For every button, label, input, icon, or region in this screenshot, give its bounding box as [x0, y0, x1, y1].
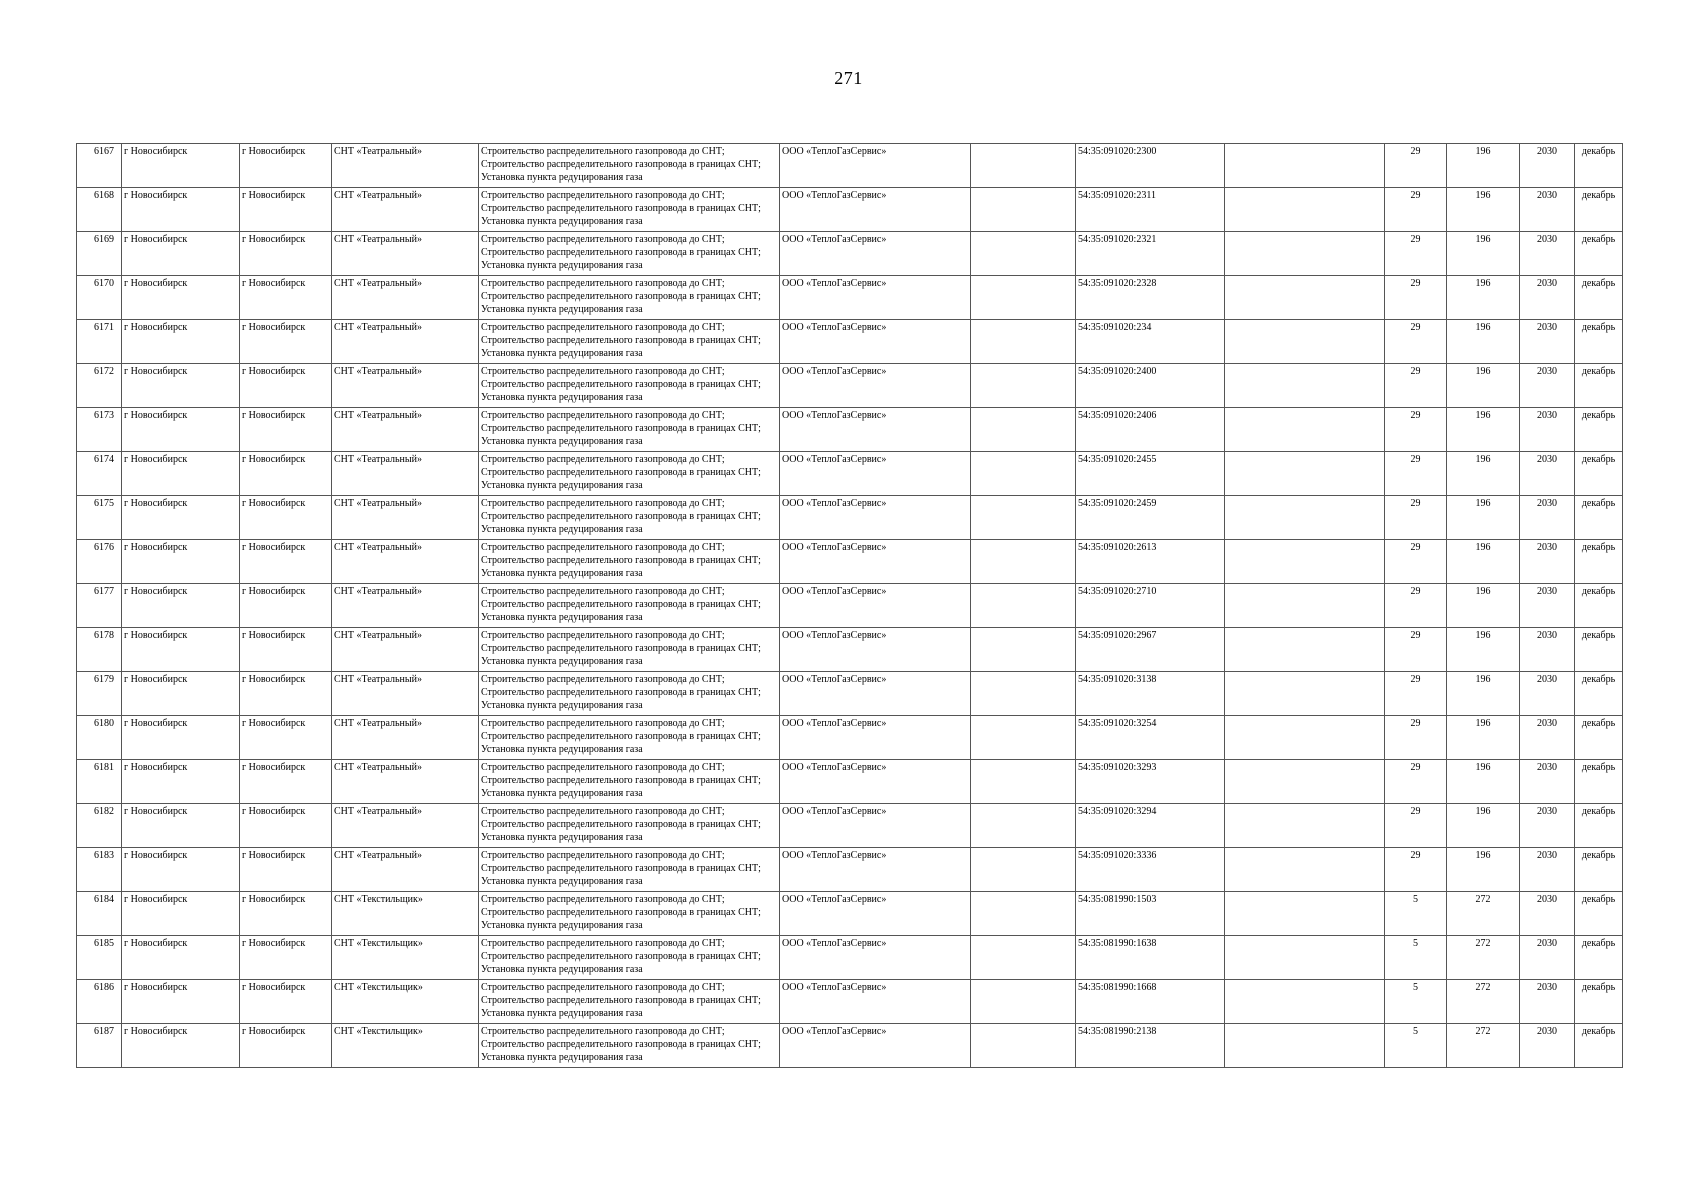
cadastral-number-cell: 54:35:091020:2406 — [1076, 408, 1225, 452]
empty-cell — [971, 144, 1076, 188]
quantity-cell: 29 — [1385, 320, 1447, 364]
works-description-cell: Строительство распределительного газопровода до СНТ; Строительство распределительного газопровода в границах СНТ; Установка пункта редуцирования газа — [479, 364, 780, 408]
table-row — [77, 144, 1623, 188]
table-row — [77, 540, 1623, 584]
object-name-cell: СНТ «Театральный» — [332, 408, 479, 452]
operator-cell: ООО «ТеплоГазСервис» — [780, 892, 971, 936]
object-name-cell: СНТ «Театральный» — [332, 540, 479, 584]
operator-cell: ООО «ТеплоГазСервис» — [780, 716, 971, 760]
district-cell: г Новосибирск — [122, 188, 240, 232]
operator-cell: ООО «ТеплоГазСервис» — [780, 760, 971, 804]
quantity-cell: 29 — [1385, 540, 1447, 584]
year-cell: 2030 — [1520, 980, 1575, 1024]
length-cell: 196 — [1447, 848, 1520, 892]
works-description-cell: Строительство распределительного газопровода до СНТ; Строительство распределительного газопровода в границах СНТ; Установка пункта редуцирования газа — [479, 1024, 780, 1068]
row-number-cell: 6186 — [77, 980, 122, 1024]
settlement-cell: г Новосибирск — [240, 936, 332, 980]
quantity-cell: 29 — [1385, 188, 1447, 232]
row-number-cell: 6181 — [77, 760, 122, 804]
quantity-cell: 29 — [1385, 760, 1447, 804]
quantity-cell: 29 — [1385, 716, 1447, 760]
cadastral-number-cell: 54:35:091020:3336 — [1076, 848, 1225, 892]
object-name-cell: СНТ «Театральный» — [332, 232, 479, 276]
district-cell: г Новосибирск — [122, 848, 240, 892]
month-cell: декабрь — [1575, 980, 1623, 1024]
settlement-cell: г Новосибирск — [240, 804, 332, 848]
row-number-cell: 6182 — [77, 804, 122, 848]
empty-cell — [1225, 144, 1385, 188]
year-cell: 2030 — [1520, 144, 1575, 188]
month-cell: декабрь — [1575, 892, 1623, 936]
district-cell: г Новосибирск — [122, 320, 240, 364]
length-cell: 196 — [1447, 188, 1520, 232]
month-cell: декабрь — [1575, 716, 1623, 760]
district-cell: г Новосибирск — [122, 804, 240, 848]
length-cell: 272 — [1447, 892, 1520, 936]
district-cell: г Новосибирск — [122, 496, 240, 540]
operator-cell: ООО «ТеплоГазСервис» — [780, 320, 971, 364]
object-name-cell: СНТ «Театральный» — [332, 276, 479, 320]
operator-cell: ООО «ТеплоГазСервис» — [780, 936, 971, 980]
table-row — [77, 672, 1623, 716]
object-name-cell: СНТ «Текстильщик» — [332, 892, 479, 936]
length-cell: 272 — [1447, 1024, 1520, 1068]
row-number-cell: 6179 — [77, 672, 122, 716]
empty-cell — [971, 892, 1076, 936]
page-number: 271 — [834, 68, 863, 88]
cadastral-number-cell: 54:35:081990:1503 — [1076, 892, 1225, 936]
cadastral-number-cell: 54:35:091020:2710 — [1076, 584, 1225, 628]
operator-cell: ООО «ТеплоГазСервис» — [780, 628, 971, 672]
operator-cell: ООО «ТеплоГазСервис» — [780, 188, 971, 232]
operator-cell: ООО «ТеплоГазСервис» — [780, 980, 971, 1024]
district-cell: г Новосибирск — [122, 980, 240, 1024]
month-cell: декабрь — [1575, 188, 1623, 232]
table-row — [77, 364, 1623, 408]
row-number-cell: 6180 — [77, 716, 122, 760]
object-name-cell: СНТ «Театральный» — [332, 584, 479, 628]
empty-cell — [971, 936, 1076, 980]
cadastral-number-cell: 54:35:091020:3254 — [1076, 716, 1225, 760]
empty-cell — [1225, 452, 1385, 496]
empty-cell — [971, 452, 1076, 496]
year-cell: 2030 — [1520, 320, 1575, 364]
settlement-cell: г Новосибирск — [240, 848, 332, 892]
empty-cell — [971, 188, 1076, 232]
object-name-cell: СНТ «Театральный» — [332, 320, 479, 364]
year-cell: 2030 — [1520, 408, 1575, 452]
empty-cell — [971, 672, 1076, 716]
year-cell: 2030 — [1520, 848, 1575, 892]
table-row — [77, 188, 1623, 232]
settlement-cell: г Новосибирск — [240, 276, 332, 320]
operator-cell: ООО «ТеплоГазСервис» — [780, 276, 971, 320]
quantity-cell: 5 — [1385, 980, 1447, 1024]
settlement-cell: г Новосибирск — [240, 672, 332, 716]
district-cell: г Новосибирск — [122, 760, 240, 804]
table-row — [77, 628, 1623, 672]
row-number-cell: 6183 — [77, 848, 122, 892]
row-number-cell: 6169 — [77, 232, 122, 276]
row-number-cell: 6185 — [77, 936, 122, 980]
length-cell: 196 — [1447, 672, 1520, 716]
quantity-cell: 29 — [1385, 232, 1447, 276]
cadastral-number-cell: 54:35:091020:234 — [1076, 320, 1225, 364]
district-cell: г Новосибирск — [122, 276, 240, 320]
year-cell: 2030 — [1520, 188, 1575, 232]
empty-cell — [1225, 540, 1385, 584]
year-cell: 2030 — [1520, 540, 1575, 584]
row-number-cell: 6173 — [77, 408, 122, 452]
cadastral-number-cell: 54:35:081990:2138 — [1076, 1024, 1225, 1068]
table-row — [77, 892, 1623, 936]
quantity-cell: 29 — [1385, 408, 1447, 452]
cadastral-number-cell: 54:35:091020:2967 — [1076, 628, 1225, 672]
empty-cell — [971, 364, 1076, 408]
object-name-cell: СНТ «Театральный» — [332, 804, 479, 848]
empty-cell — [1225, 628, 1385, 672]
month-cell: декабрь — [1575, 628, 1623, 672]
cadastral-number-cell: 54:35:091020:2300 — [1076, 144, 1225, 188]
empty-cell — [1225, 936, 1385, 980]
cadastral-number-cell: 54:35:081990:1668 — [1076, 980, 1225, 1024]
district-cell: г Новосибирск — [122, 672, 240, 716]
district-cell: г Новосибирск — [122, 716, 240, 760]
empty-cell — [971, 320, 1076, 364]
year-cell: 2030 — [1520, 1024, 1575, 1068]
length-cell: 196 — [1447, 320, 1520, 364]
month-cell: декабрь — [1575, 496, 1623, 540]
object-name-cell: СНТ «Театральный» — [332, 716, 479, 760]
quantity-cell: 29 — [1385, 628, 1447, 672]
works-description-cell: Строительство распределительного газопровода до СНТ; Строительство распределительного газопровода в границах СНТ; Установка пункта редуцирования газа — [479, 628, 780, 672]
cadastral-number-cell: 54:35:091020:2459 — [1076, 496, 1225, 540]
cadastral-number-cell: 54:35:091020:3293 — [1076, 760, 1225, 804]
settlement-cell: г Новосибирск — [240, 320, 332, 364]
table-row — [77, 276, 1623, 320]
length-cell: 196 — [1447, 364, 1520, 408]
district-cell: г Новосибирск — [122, 364, 240, 408]
district-cell: г Новосибирск — [122, 144, 240, 188]
object-name-cell: СНТ «Театральный» — [332, 144, 479, 188]
works-description-cell: Строительство распределительного газопровода до СНТ; Строительство распределительного газопровода в границах СНТ; Установка пункта редуцирования газа — [479, 320, 780, 364]
empty-cell — [1225, 232, 1385, 276]
month-cell: декабрь — [1575, 1024, 1623, 1068]
month-cell: декабрь — [1575, 232, 1623, 276]
operator-cell: ООО «ТеплоГазСервис» — [780, 672, 971, 716]
cadastral-number-cell: 54:35:091020:2311 — [1076, 188, 1225, 232]
length-cell: 196 — [1447, 276, 1520, 320]
works-description-cell: Строительство распределительного газопровода до СНТ; Строительство распределительного газопровода в границах СНТ; Установка пункта редуцирования газа — [479, 584, 780, 628]
length-cell: 272 — [1447, 980, 1520, 1024]
table-row — [77, 408, 1623, 452]
month-cell: декабрь — [1575, 144, 1623, 188]
year-cell: 2030 — [1520, 628, 1575, 672]
month-cell: декабрь — [1575, 584, 1623, 628]
settlement-cell: г Новосибирск — [240, 760, 332, 804]
month-cell: декабрь — [1575, 540, 1623, 584]
works-description-cell: Строительство распределительного газопровода до СНТ; Строительство распределительного газопровода в границах СНТ; Установка пункта редуцирования газа — [479, 540, 780, 584]
quantity-cell: 29 — [1385, 672, 1447, 716]
empty-cell — [1225, 496, 1385, 540]
empty-cell — [971, 408, 1076, 452]
works-description-cell: Строительство распределительного газопровода до СНТ; Строительство распределительного газопровода в границах СНТ; Установка пункта редуцирования газа — [479, 452, 780, 496]
operator-cell: ООО «ТеплоГазСервис» — [780, 364, 971, 408]
table-body — [77, 144, 1623, 1068]
empty-cell — [1225, 364, 1385, 408]
table-row — [77, 320, 1623, 364]
settlement-cell: г Новосибирск — [240, 540, 332, 584]
cadastral-number-cell: 54:35:091020:2613 — [1076, 540, 1225, 584]
table-row — [77, 496, 1623, 540]
year-cell: 2030 — [1520, 892, 1575, 936]
table-row — [77, 760, 1623, 804]
table-row — [77, 936, 1623, 980]
table-row — [77, 584, 1623, 628]
empty-cell — [971, 716, 1076, 760]
quantity-cell: 5 — [1385, 892, 1447, 936]
empty-cell — [1225, 1024, 1385, 1068]
row-number-cell: 6168 — [77, 188, 122, 232]
length-cell: 272 — [1447, 936, 1520, 980]
row-number-cell: 6177 — [77, 584, 122, 628]
row-number-cell: 6172 — [77, 364, 122, 408]
quantity-cell: 29 — [1385, 804, 1447, 848]
works-description-cell: Строительство распределительного газопровода до СНТ; Строительство распределительного газопровода в границах СНТ; Установка пункта редуцирования газа — [479, 804, 780, 848]
operator-cell: ООО «ТеплоГазСервис» — [780, 848, 971, 892]
quantity-cell: 29 — [1385, 144, 1447, 188]
empty-cell — [971, 276, 1076, 320]
length-cell: 196 — [1447, 760, 1520, 804]
district-cell: г Новосибирск — [122, 408, 240, 452]
settlement-cell: г Новосибирск — [240, 716, 332, 760]
empty-cell — [1225, 320, 1385, 364]
month-cell: декабрь — [1575, 452, 1623, 496]
works-description-cell: Строительство распределительного газопровода до СНТ; Строительство распределительного газопровода в границах СНТ; Установка пункта редуцирования газа — [479, 672, 780, 716]
month-cell: декабрь — [1575, 760, 1623, 804]
year-cell: 2030 — [1520, 716, 1575, 760]
month-cell: декабрь — [1575, 672, 1623, 716]
empty-cell — [1225, 848, 1385, 892]
empty-cell — [1225, 760, 1385, 804]
settlement-cell: г Новосибирск — [240, 892, 332, 936]
year-cell: 2030 — [1520, 672, 1575, 716]
empty-cell — [1225, 716, 1385, 760]
gasification-register-table — [76, 143, 1623, 1068]
settlement-cell: г Новосибирск — [240, 1024, 332, 1068]
district-cell: г Новосибирск — [122, 628, 240, 672]
district-cell: г Новосибирск — [122, 232, 240, 276]
month-cell: декабрь — [1575, 320, 1623, 364]
quantity-cell: 29 — [1385, 848, 1447, 892]
empty-cell — [1225, 188, 1385, 232]
works-description-cell: Строительство распределительного газопровода до СНТ; Строительство распределительного газопровода в границах СНТ; Установка пункта редуцирования газа — [479, 276, 780, 320]
empty-cell — [971, 540, 1076, 584]
cadastral-number-cell: 54:35:091020:3294 — [1076, 804, 1225, 848]
object-name-cell: СНТ «Текстильщик» — [332, 980, 479, 1024]
month-cell: декабрь — [1575, 276, 1623, 320]
year-cell: 2030 — [1520, 936, 1575, 980]
month-cell: декабрь — [1575, 936, 1623, 980]
operator-cell: ООО «ТеплоГазСервис» — [780, 232, 971, 276]
year-cell: 2030 — [1520, 364, 1575, 408]
row-number-cell: 6176 — [77, 540, 122, 584]
operator-cell: ООО «ТеплоГазСервис» — [780, 540, 971, 584]
operator-cell: ООО «ТеплоГазСервис» — [780, 496, 971, 540]
length-cell: 196 — [1447, 144, 1520, 188]
length-cell: 196 — [1447, 496, 1520, 540]
length-cell: 196 — [1447, 804, 1520, 848]
length-cell: 196 — [1447, 716, 1520, 760]
month-cell: декабрь — [1575, 408, 1623, 452]
settlement-cell: г Новосибирск — [240, 628, 332, 672]
length-cell: 196 — [1447, 540, 1520, 584]
year-cell: 2030 — [1520, 496, 1575, 540]
works-description-cell: Строительство распределительного газопровода до СНТ; Строительство распределительного газопровода в границах СНТ; Установка пункта редуцирования газа — [479, 848, 780, 892]
object-name-cell: СНТ «Театральный» — [332, 760, 479, 804]
empty-cell — [971, 848, 1076, 892]
operator-cell: ООО «ТеплоГазСервис» — [780, 804, 971, 848]
operator-cell: ООО «ТеплоГазСервис» — [780, 1024, 971, 1068]
empty-cell — [1225, 804, 1385, 848]
year-cell: 2030 — [1520, 584, 1575, 628]
table-row — [77, 452, 1623, 496]
works-description-cell: Строительство распределительного газопровода до СНТ; Строительство распределительного газопровода в границах СНТ; Установка пункта редуцирования газа — [479, 760, 780, 804]
empty-cell — [1225, 672, 1385, 716]
month-cell: декабрь — [1575, 848, 1623, 892]
empty-cell — [971, 1024, 1076, 1068]
year-cell: 2030 — [1520, 276, 1575, 320]
works-description-cell: Строительство распределительного газопровода до СНТ; Строительство распределительного газопровода в границах СНТ; Установка пункта редуцирования газа — [479, 716, 780, 760]
year-cell: 2030 — [1520, 804, 1575, 848]
works-description-cell: Строительство распределительного газопровода до СНТ; Строительство распределительного газопровода в границах СНТ; Установка пункта редуцирования газа — [479, 408, 780, 452]
settlement-cell: г Новосибирск — [240, 408, 332, 452]
row-number-cell: 6170 — [77, 276, 122, 320]
works-description-cell: Строительство распределительного газопровода до СНТ; Строительство распределительного газопровода в границах СНТ; Установка пункта редуцирования газа — [479, 496, 780, 540]
empty-cell — [1225, 408, 1385, 452]
row-number-cell: 6167 — [77, 144, 122, 188]
settlement-cell: г Новосибирск — [240, 452, 332, 496]
object-name-cell: СНТ «Текстильщик» — [332, 1024, 479, 1068]
month-cell: декабрь — [1575, 364, 1623, 408]
length-cell: 196 — [1447, 232, 1520, 276]
length-cell: 196 — [1447, 584, 1520, 628]
row-number-cell: 6187 — [77, 1024, 122, 1068]
quantity-cell: 29 — [1385, 584, 1447, 628]
length-cell: 196 — [1447, 408, 1520, 452]
settlement-cell: г Новосибирск — [240, 144, 332, 188]
settlement-cell: г Новосибирск — [240, 364, 332, 408]
works-description-cell: Строительство распределительного газопровода до СНТ; Строительство распределительного газопровода в границах СНТ; Установка пункта редуцирования газа — [479, 936, 780, 980]
table-row — [77, 804, 1623, 848]
table-row — [77, 716, 1623, 760]
table-row — [77, 980, 1623, 1024]
district-cell: г Новосибирск — [122, 892, 240, 936]
object-name-cell: СНТ «Театральный» — [332, 364, 479, 408]
empty-cell — [1225, 276, 1385, 320]
year-cell: 2030 — [1520, 452, 1575, 496]
empty-cell — [1225, 980, 1385, 1024]
quantity-cell: 5 — [1385, 936, 1447, 980]
district-cell: г Новосибирск — [122, 936, 240, 980]
empty-cell — [1225, 892, 1385, 936]
settlement-cell: г Новосибирск — [240, 232, 332, 276]
empty-cell — [971, 980, 1076, 1024]
object-name-cell: СНТ «Театральный» — [332, 452, 479, 496]
row-number-cell: 6171 — [77, 320, 122, 364]
empty-cell — [971, 804, 1076, 848]
district-cell: г Новосибирск — [122, 1024, 240, 1068]
operator-cell: ООО «ТеплоГазСервис» — [780, 584, 971, 628]
object-name-cell: СНТ «Театральный» — [332, 848, 479, 892]
cadastral-number-cell: 54:35:091020:2328 — [1076, 276, 1225, 320]
cadastral-number-cell: 54:35:081990:1638 — [1076, 936, 1225, 980]
operator-cell: ООО «ТеплоГазСервис» — [780, 452, 971, 496]
object-name-cell: СНТ «Театральный» — [332, 672, 479, 716]
year-cell: 2030 — [1520, 232, 1575, 276]
district-cell: г Новосибирск — [122, 540, 240, 584]
settlement-cell: г Новосибирск — [240, 584, 332, 628]
settlement-cell: г Новосибирск — [240, 980, 332, 1024]
empty-cell — [971, 628, 1076, 672]
quantity-cell: 29 — [1385, 364, 1447, 408]
cadastral-number-cell: 54:35:091020:2400 — [1076, 364, 1225, 408]
works-description-cell: Строительство распределительного газопровода до СНТ; Строительство распределительного газопровода в границах СНТ; Установка пункта редуцирования газа — [479, 232, 780, 276]
length-cell: 196 — [1447, 628, 1520, 672]
empty-cell — [971, 760, 1076, 804]
table-row — [77, 232, 1623, 276]
operator-cell: ООО «ТеплоГазСервис» — [780, 408, 971, 452]
works-description-cell: Строительство распределительного газопровода до СНТ; Строительство распределительного газопровода в границах СНТ; Установка пункта редуцирования газа — [479, 892, 780, 936]
length-cell: 196 — [1447, 452, 1520, 496]
row-number-cell: 6178 — [77, 628, 122, 672]
object-name-cell: СНТ «Театральный» — [332, 188, 479, 232]
year-cell: 2030 — [1520, 760, 1575, 804]
works-description-cell: Строительство распределительного газопровода до СНТ; Строительство распределительного газопровода в границах СНТ; Установка пункта редуцирования газа — [479, 144, 780, 188]
cadastral-number-cell: 54:35:091020:2455 — [1076, 452, 1225, 496]
row-number-cell: 6184 — [77, 892, 122, 936]
object-name-cell: СНТ «Театральный» — [332, 496, 479, 540]
empty-cell — [971, 584, 1076, 628]
row-number-cell: 6175 — [77, 496, 122, 540]
row-number-cell: 6174 — [77, 452, 122, 496]
cadastral-number-cell: 54:35:091020:2321 — [1076, 232, 1225, 276]
table-row — [77, 1024, 1623, 1068]
settlement-cell: г Новосибирск — [240, 496, 332, 540]
quantity-cell: 5 — [1385, 1024, 1447, 1068]
works-description-cell: Строительство распределительного газопровода до СНТ; Строительство распределительного газопровода в границах СНТ; Установка пункта редуцирования газа — [479, 188, 780, 232]
month-cell: декабрь — [1575, 804, 1623, 848]
district-cell: г Новосибирск — [122, 584, 240, 628]
empty-cell — [971, 232, 1076, 276]
table-row — [77, 848, 1623, 892]
district-cell: г Новосибирск — [122, 452, 240, 496]
settlement-cell: г Новосибирск — [240, 188, 332, 232]
quantity-cell: 29 — [1385, 276, 1447, 320]
cadastral-number-cell: 54:35:091020:3138 — [1076, 672, 1225, 716]
operator-cell: ООО «ТеплоГазСервис» — [780, 144, 971, 188]
object-name-cell: СНТ «Текстильщик» — [332, 936, 479, 980]
object-name-cell: СНТ «Театральный» — [332, 628, 479, 672]
quantity-cell: 29 — [1385, 452, 1447, 496]
empty-cell — [971, 496, 1076, 540]
works-description-cell: Строительство распределительного газопровода до СНТ; Строительство распределительного газопровода в границах СНТ; Установка пункта редуцирования газа — [479, 980, 780, 1024]
empty-cell — [1225, 584, 1385, 628]
quantity-cell: 29 — [1385, 496, 1447, 540]
